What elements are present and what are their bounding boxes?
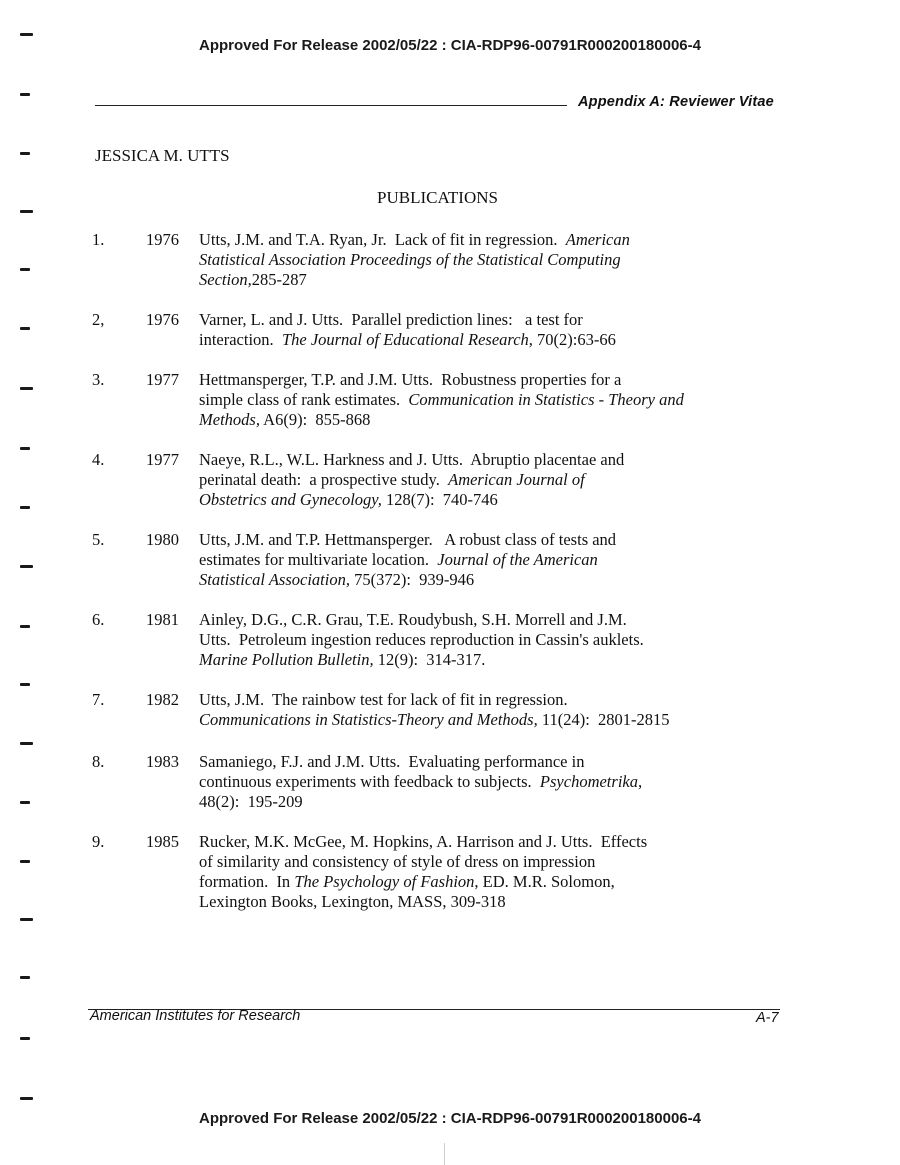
publication-number: 5.: [92, 530, 105, 549]
citation-line: [199, 230, 744, 250]
citation-segment: Utts, J.M. and T.P. Hettmansperger. A robust class of tests and: [199, 530, 617, 549]
citation-italic-segment: The Psychology of Fashion: [294, 872, 475, 891]
citation-italic-segment: Communication in Statistics - Theory and: [408, 390, 684, 409]
scan-mark: [20, 93, 30, 96]
citation-line: [199, 630, 744, 650]
publication-year: 1983: [146, 752, 179, 771]
publication-citation: [199, 310, 744, 350]
citation-line: [199, 852, 744, 872]
citation-line: [199, 650, 744, 670]
publication-citation: [199, 450, 744, 510]
scan-fold-line: [444, 1143, 445, 1165]
citation-italic-segment: Section,: [199, 270, 252, 289]
publication-number: 7.: [92, 690, 105, 709]
citation-line: [199, 490, 744, 510]
scan-mark: [20, 742, 33, 745]
citation-segment: of similarity and consistency of style of dress on impression: [199, 852, 596, 871]
publication-year: 1980: [146, 530, 179, 549]
citation-segment: 70(2):63-66: [532, 330, 616, 349]
citation-segment: 11(24): 2801-2815: [537, 710, 670, 729]
scan-mark: [20, 1037, 30, 1040]
citation-segment: , ED. M.R. Solomon,: [474, 872, 615, 891]
scan-mark: [20, 801, 30, 804]
citation-segment: Hettmansperger, T.P. and J.M. Utts. Robustness properties for a: [199, 370, 622, 389]
scan-mark: [20, 506, 30, 509]
publication-number: 3.: [92, 370, 105, 389]
footer-organization: American Institutes for Research: [90, 1008, 301, 1024]
citation-segment: estimates for multivariate location.: [199, 550, 438, 569]
citation-line: [199, 270, 744, 290]
publication-year: 1981: [146, 610, 179, 629]
citation-line: [199, 370, 744, 390]
citation-line: [199, 530, 744, 550]
publication-year: 1977: [146, 370, 179, 389]
publication-citation: [199, 752, 744, 812]
scan-mark: [20, 268, 30, 271]
scan-mark: [20, 327, 30, 330]
publication-year: 1985: [146, 832, 179, 851]
scan-mark: [20, 683, 30, 686]
citation-line: [199, 832, 744, 852]
citation-italic-segment: Methods,: [199, 410, 260, 429]
citation-line: [199, 470, 744, 490]
publication-year: 1982: [146, 690, 179, 709]
citation-segment: perinatal death: a prospective study.: [199, 470, 449, 489]
scan-mark: [20, 565, 33, 568]
person-name: JESSICA M. UTTS: [95, 146, 230, 165]
citation-italic-segment: Psychometrika,: [539, 772, 643, 791]
citation-segment: 285-287: [251, 270, 307, 289]
citation-italic-segment: Statistical Association Proceedings of the Statistical Computing: [199, 250, 621, 269]
citation-italic-segment: The Journal of Educational Research,: [281, 330, 533, 349]
scan-mark: [20, 33, 33, 36]
citation-line: [199, 792, 744, 812]
publication-year: 1976: [146, 310, 179, 329]
citation-segment: 48(2): 195-209: [199, 792, 303, 811]
citation-segment: 128(7): 740-746: [381, 490, 498, 509]
citation-segment: Utts, J.M. The rainbow test for lack of fit in regression.: [199, 690, 568, 709]
citation-segment: 75(372): 939-946: [349, 570, 475, 589]
citation-segment: Samaniego, F.J. and J.M. Utts. Evaluating performance in: [199, 752, 585, 771]
publication-number: 2,: [92, 310, 105, 329]
scan-mark: [20, 918, 33, 921]
citation-line: [199, 772, 744, 792]
citation-segment: Utts. Petroleum ingestion reduces reproduction in Cassin's auklets.: [199, 630, 644, 649]
scan-mark: [20, 152, 30, 155]
citation-line: [199, 330, 744, 350]
citation-line: [199, 872, 744, 892]
publication-year: 1977: [146, 450, 179, 469]
citation-line: [199, 690, 744, 710]
page-number: A-7: [756, 1010, 779, 1026]
citation-italic-segment: Journal of the American: [437, 550, 598, 569]
appendix-heading: Appendix A: Reviewer Vitae: [578, 94, 774, 110]
scan-mark: [20, 210, 33, 213]
citation-segment: formation. In: [199, 872, 295, 891]
citation-line: [199, 892, 744, 912]
citation-segment: Rucker, M.K. McGee, M. Hopkins, A. Harrison and J. Utts. Effects: [199, 832, 648, 851]
publication-year: 1976: [146, 230, 179, 249]
citation-segment: simple class of rank estimates.: [199, 390, 409, 409]
citation-italic-segment: Obstetrics and Gynecology,: [199, 490, 382, 509]
citation-line: [199, 610, 744, 630]
scan-mark: [20, 625, 30, 628]
release-banner-top: Approved For Release 2002/05/22 : CIA-RDP96-00791R000200180006-4: [199, 37, 701, 54]
publication-citation: [199, 690, 744, 730]
citation-line: [199, 710, 744, 730]
publication-number: 1.: [92, 230, 105, 249]
citation-italic-segment: American Journal of: [448, 470, 585, 489]
publication-citation: [199, 370, 744, 430]
section-title: PUBLICATIONS: [377, 188, 498, 207]
citation-segment: 12(9): 314-317.: [373, 650, 486, 669]
citation-italic-segment: Marine Pollution Bulletin,: [199, 650, 374, 669]
citation-segment: continuous experiments with feedback to subjects.: [199, 772, 540, 791]
scan-mark: [20, 1097, 33, 1100]
scan-mark: [20, 860, 30, 863]
header-rule: [95, 105, 567, 106]
citation-segment: Varner, L. and J. Utts. Parallel prediction lines: a test for: [199, 310, 583, 329]
citation-line: [199, 310, 744, 330]
citation-line: [199, 450, 744, 470]
citation-line: [199, 570, 744, 590]
scan-mark: [20, 387, 33, 390]
publication-citation: [199, 230, 744, 290]
publication-number: 9.: [92, 832, 105, 851]
citation-segment: Ainley, D.G., C.R. Grau, T.E. Roudybush, S.H. Morrell and J.M.: [199, 610, 627, 629]
citation-italic-segment: Statistical Association,: [199, 570, 350, 589]
citation-line: [199, 390, 744, 410]
citation-segment: Utts, J.M. and T.A. Ryan, Jr. Lack of fit in regression.: [199, 230, 566, 249]
publication-citation: [199, 530, 744, 590]
publication-number: 8.: [92, 752, 105, 771]
citation-segment: A6(9): 855-868: [259, 410, 371, 429]
citation-line: [199, 752, 744, 772]
citation-segment: Naeye, R.L., W.L. Harkness and J. Utts. Abruptio placentae and: [199, 450, 625, 469]
citation-line: [199, 550, 744, 570]
citation-line: [199, 410, 744, 430]
citation-italic-segment: American: [565, 230, 630, 249]
publication-citation: [199, 832, 744, 912]
citation-italic-segment: Communications in Statistics-Theory and Methods,: [199, 710, 538, 729]
publication-citation: [199, 610, 744, 670]
scan-mark: [20, 447, 30, 450]
publication-number: 6.: [92, 610, 105, 629]
citation-segment: interaction.: [199, 330, 282, 349]
publication-number: 4.: [92, 450, 105, 469]
citation-line: [199, 250, 744, 270]
release-banner-bottom: Approved For Release 2002/05/22 : CIA-RDP96-00791R000200180006-4: [199, 1110, 701, 1127]
citation-segment: Lexington Books, Lexington, MASS, 309-318: [199, 892, 506, 911]
scan-mark: [20, 976, 30, 979]
